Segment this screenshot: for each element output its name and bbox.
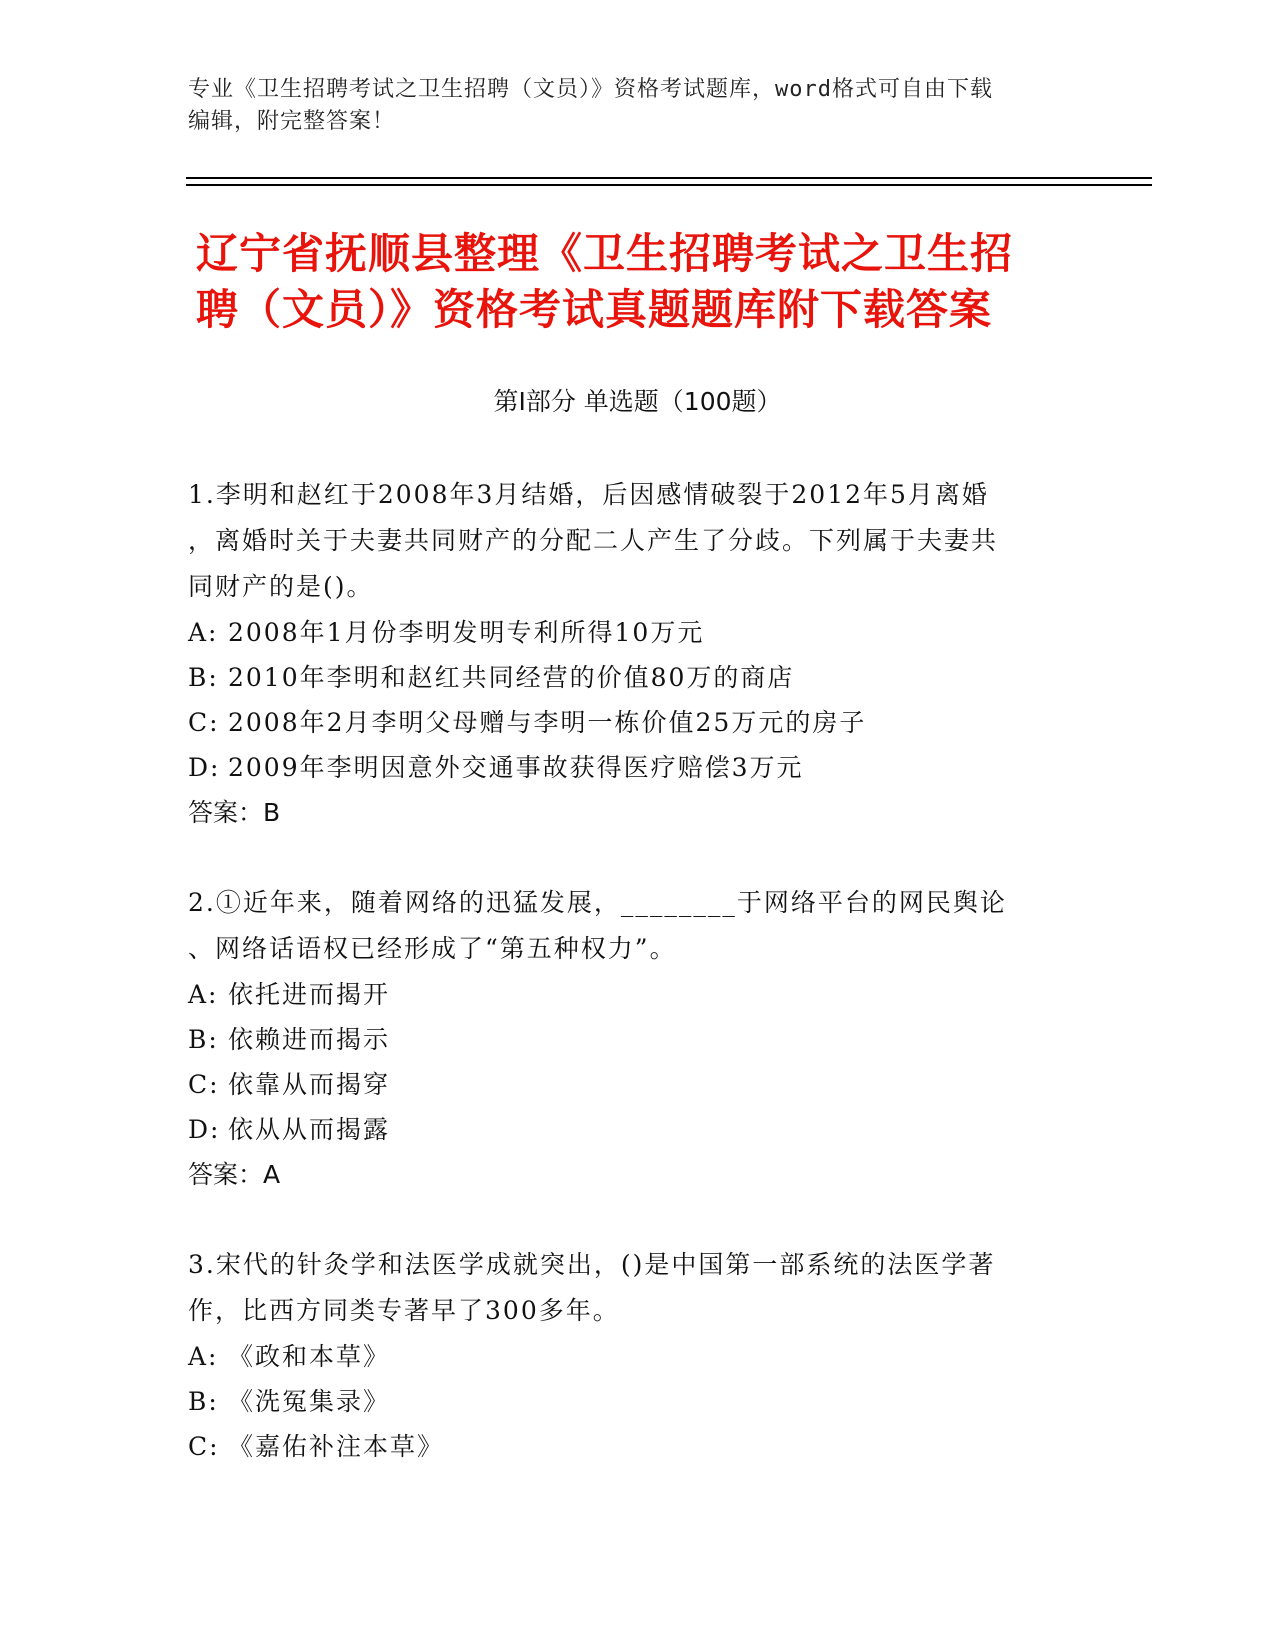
section-heading: 第Ⅰ部分 单选题（100题） <box>493 387 782 416</box>
option-letter: C: <box>188 1070 220 1099</box>
option-text: 依赖进而揭示 <box>228 1025 391 1054</box>
option-c <box>188 700 1058 745</box>
option-text: 《政和本草》 <box>228 1342 391 1371</box>
option-text: 2010年李明和赵红共同经营的价值80万的商店 <box>228 663 795 692</box>
document-title <box>196 226 1096 338</box>
option-letter: A: <box>188 618 219 647</box>
option-letter: C: <box>188 1432 220 1461</box>
document-header-note <box>188 74 1068 138</box>
option-text: 依靠从而揭穿 <box>228 1070 391 1099</box>
question-stem-line: 同财产的是()。 <box>188 572 374 601</box>
question-stem-line: 作，比西方同类专著早了300多年。 <box>188 1296 620 1325</box>
option-d <box>188 745 1058 790</box>
question-stem-line: ，离婚时关于夫妻共同财产的分配二人产生了分歧。下列属于夫妻共 <box>188 526 999 555</box>
question-stem <box>188 880 1058 972</box>
option-text: 2009年李明因意外交通事故获得医疗赔偿3万元 <box>228 753 804 782</box>
header-note-line-2: 编辑，附完整答案！ <box>188 109 396 134</box>
question-stem <box>188 1242 1058 1334</box>
header-divider-top <box>186 177 1152 179</box>
document-title-line-1: 辽宁省抚顺县整理《卫生招聘考试之卫生招 <box>196 229 1014 278</box>
question-stem <box>188 472 1058 610</box>
option-letter: D: <box>188 1115 221 1144</box>
question-list <box>188 472 1058 1513</box>
option-d <box>188 1107 1058 1152</box>
option-a <box>188 972 1058 1017</box>
option-letter: C: <box>188 708 220 737</box>
option-c <box>188 1062 1058 1107</box>
option-letter: A: <box>188 1342 219 1371</box>
option-letter: B: <box>188 1387 219 1416</box>
question-stem-line: 、网络话语权已经形成了“第五种权力”。 <box>188 934 677 963</box>
option-letter: B: <box>188 663 219 692</box>
answer-label: 答案：B <box>188 798 281 827</box>
option-text: 2008年1月份李明发明专利所得10万元 <box>228 618 705 647</box>
option-letter: D: <box>188 753 221 782</box>
header-divider-bottom <box>186 184 1152 186</box>
question-1 <box>188 472 1058 836</box>
option-text: 依托进而揭开 <box>228 980 391 1009</box>
option-b <box>188 655 1058 700</box>
question-stem-line: 1.李明和赵红于2008年3月结婚，后因感情破裂于2012年5月离婚 <box>188 480 989 509</box>
option-text: 2008年2月李明父母赠与李明一栋价值25万元的房子 <box>228 708 867 737</box>
question-3 <box>188 1242 1058 1469</box>
option-a <box>188 1334 1058 1379</box>
option-text: 《嘉佑补注本草》 <box>228 1432 445 1461</box>
option-b <box>188 1017 1058 1062</box>
option-a <box>188 610 1058 655</box>
option-letter: B: <box>188 1025 219 1054</box>
option-text: 依从从而揭露 <box>228 1115 391 1144</box>
document-title-line-2: 聘（文员）》资格考试真题题库附下载答案 <box>196 285 993 334</box>
option-c <box>188 1424 1058 1469</box>
answer-label: 答案：A <box>188 1160 281 1189</box>
option-b <box>188 1379 1058 1424</box>
option-text: 《洗冤集录》 <box>228 1387 391 1416</box>
option-letter: A: <box>188 980 219 1009</box>
question-stem-line: 2.①近年来，随着网络的迅猛发展，________于网络平台的网民舆论 <box>188 888 1007 917</box>
header-note-line-1: 专业《卫生招聘考试之卫生招聘（文员）》资格考试题库，word格式可自由下载 <box>188 77 993 102</box>
question-2 <box>188 880 1058 1198</box>
question-stem-line: 3.宋代的针灸学和法医学成就突出，()是中国第一部系统的法医学著 <box>188 1250 996 1279</box>
